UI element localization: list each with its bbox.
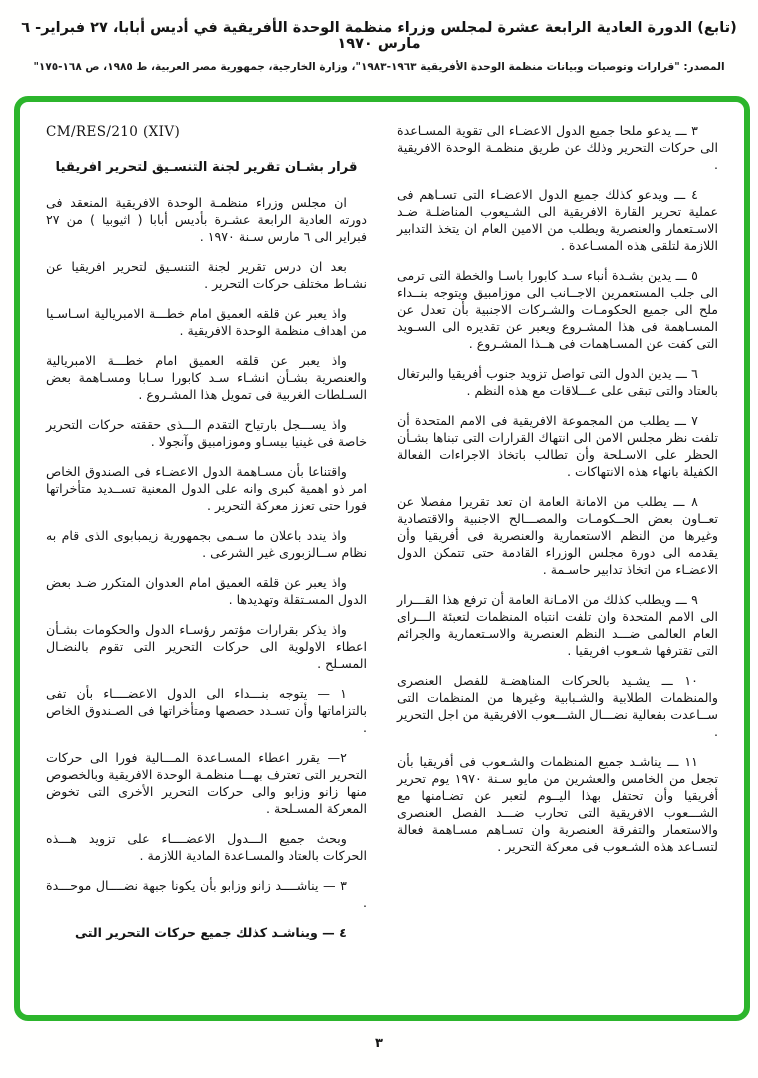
- paragraph: ٩ ـــ ويطلب كذلك من الامـانة العامة أن ترفع هذا القـــرار الى الامم المتحدة وان تلفت انتباه المنظمات لتعبئة الـــراى العام العالمى ضـــد النظم العنصرية والاسـتعمارية والجرائم التى تقترفها شـعوب افريقيا .: [397, 592, 718, 658]
- paragraph: ١١ ـــ يناشـد جميع المنظمات والشـعوب فى أفريقيا بأن تجعل من الخامس والعشرين من مايو سـنة ١٩٧٠ يوم تحرير أفريقيا وأن تحتفل بهذا اليــوم لتعبر عن تضـامنها مع الشـــعوب الافريقية التى تحارب ضـــد الفصل العنصرى والاستعمار والتفرقة العنصرية وان تسـاهم مسـاهمة فعالة لتسـاعد هذه الشـعوب فى معركة التحرير .: [397, 754, 718, 854]
- paragraph: واذ يعبر عن قلقه العميق امام العدوان المتكرر ضـد بعض الدول المسـتقلة وتهديدها .: [46, 575, 367, 607]
- paragraph: ٤ ـــ ويدعو كذلك جميع الدول الاعضـاء التى تسـاهم فى عملية تحرير القارة الافريقية الى الشـيعوب المناضلـة ضـد الاسـتعمار والعنصرية ويطلب من الامين العام ان يتخذ التدابير اللازمة لتلقى هذه المسـاعدة .: [397, 187, 718, 253]
- paragraph: ٦ ـــ يدين الدول التى تواصل تزويد جنوب أفريقيا والبرتغال بالعتاد والتى تبقى على عـــلاقات مع هذه النظم .: [397, 366, 718, 398]
- resolution-title: قرار بشـان تقرير لجنة التنسـيق لتحرير افريقيا: [55, 160, 358, 175]
- paragraph: ١٠ ـــ يشـيد بالحركات المناهضـة للفصل العنصرى والمنظمات الطلابية والشـبابية وغيرها من المنظمات التى ســاعدت بفعالية نضـــال الشـــعوب الافريقية من اجل التحرير .: [397, 673, 718, 739]
- paragraph: واقتناعا بأن مسـاهمة الدول الاعضـاء فى الصندوق الخاص امر ذو اهمية كبرى وانه على الدول المعنية تســديد متأخراتها فورا حتى تعزز معركة التحرير .: [46, 464, 367, 513]
- paragraph: بعد ان درس تقرير لجنة التنسـيق لتحرير افريقيا عن نشـاط مختلف حركات التحرير .: [46, 259, 367, 291]
- document-reference: CM/RES/210 (XIV): [46, 124, 181, 140]
- page-header: [0, 0, 758, 73]
- paragraph: واذ يذكر بقرارات مؤتمر رؤسـاء الدول والحكومات بشـأن اعطاء الاولوية الى حركات التحرير التى تقوم بالنضـال المسـلح .: [46, 622, 367, 671]
- paragraph: ٨ ـــ يطلب من الامانة العامة ان تعد تقريرا مفصلا عن تعــاون بعض الحــكومـات والمصـــالح الاجنبية والاقتصادية وغيرها من النظم الاستعمارية والعنصرية فى أفريقيا وأن يقدمه الى دورة مجلس الوزراء القادمة حتى تتمكن الدول الاعضـاء من اتخاذ تدابير حاسـمة .: [397, 494, 718, 577]
- column-left-new-resolution: [46, 122, 367, 1001]
- paragraph: واذ يعبر عن قلقه العميق امام خطـــة الامبريالية والعنصرية بشـأن انشـاء سـد كابورا سـابا ومسـاهمة بعض السـلطات الغربية فى تمويل هذا المشـروع .: [46, 353, 367, 402]
- paragraph: ٣ — يناشــــد زانو وزابو بأن يكونا جبهة نضــــال موحـــدة .: [46, 878, 367, 910]
- paragraph: ٧ ـــ يطلب من المجموعة الافريقية فى الامم المتحدة أن تلفت نظر مجلس الامن الى انتهاك القرارات التى تبناها بشـأن الحظر على الاسـلحة وأن تطالب باتخاذ الاجراءات الفعالة الكفيلة بانهاء هذه الانتهاكات .: [397, 413, 718, 479]
- source-citation: المصدر: "قرارات وتوصيات وبيانات منظمة الوحدة الأفريقية ١٩٦٣-١٩٨٣"، وزارة الخارجية، جمهورية مصر العربية، ط ١٩٨٥، ص ١٦٨-١٧٥": [33, 61, 725, 73]
- paragraph: ١ — يتوجه بنـــداء الى الدول الاعضــــاء بأن تفى بالتزاماتها وأن تسـدد حصصها ومتأخراتها فى الصـندوق الخاص .: [46, 686, 367, 735]
- paragraph: ٥ ـــ يدين بشـدة أنباء سـد كابورا باسـا والخطة التى ترمى الى جلب المستعمرين الاجــانب الى موزامبيق ويتوجه بنــداء ملح الى جميع الحكومـات والشـركات الاجنبية بأن تعدل عن المسـاهمة فى هذا المشـروع ويعبر عن تقديره الى السـويد التى كفت عن المسـاهمات فى هــذا المشـروع .: [397, 268, 718, 351]
- paragraph: واذ يســـجل بارتياح التقدم الـــذى حققته حركات التحرير خاصة فى غينيا بيسـاو وموزامبيق وآنجولا .: [46, 417, 367, 449]
- paragraph: ٢— يقرر اعطاء المسـاعدة المـــالية فورا الى حركات التحرير التى تعترف بهـــا منظمـة الوحدة الافريقية وبالخصوص منها زانو وزابو والى حركات التحرير الأخرى التى تخوض المعركة المسـلحة .: [46, 750, 367, 816]
- paragraph: ٣ ـــ يدعو ملحا جميع الدول الاعضـاء الى تقوية المسـاعدة الى حركات التحرير وذلك عن طريق منظمـة الوحدة الافريقية .: [397, 123, 718, 172]
- paragraph: وبحث جميع الـــدول الاعضــــاء على تزويد هـــذه الحركات بالعتاد والمسـاعدة المادية اللازمة .: [46, 831, 367, 863]
- paragraph: واذ يعبر عن قلقه العميق امام خطـــة الامبريالية اسـاسـيا من اهداف منظمة الوحدة الافريقية .: [46, 306, 367, 338]
- paragraph: واذ يندد باعلان ما سـمى بجمهورية زيمبابوى الذى قام به نظام ســالزبورى غير الشرعى .: [46, 528, 367, 560]
- page-number: ٣: [375, 1036, 383, 1051]
- column-right-continuation: [397, 122, 718, 1001]
- paragraph: ان مجلس وزراء منظمـة الوحدة الافريقية المنعقد فى دورته العادية الرابعة عشـرة بأديس أبابا ( اثيوبيا ) من ٢٧ فبراير الى ٦ مارس سـنة ١٩٧٠ .: [46, 195, 367, 244]
- resolution-box: [14, 96, 750, 1021]
- paragraph-continued-next-page: ٤ — ويناشـد كذلك جميع حركات التحرير التى: [74, 925, 347, 940]
- session-title: (تابع) الدورة العادية الرابعة عشرة لمجلس وزراء منظمة الوحدة الأفريقية في أديس أبابا، ٢٧ فبراير- ٦ مارس ١٩٧٠: [21, 20, 737, 52]
